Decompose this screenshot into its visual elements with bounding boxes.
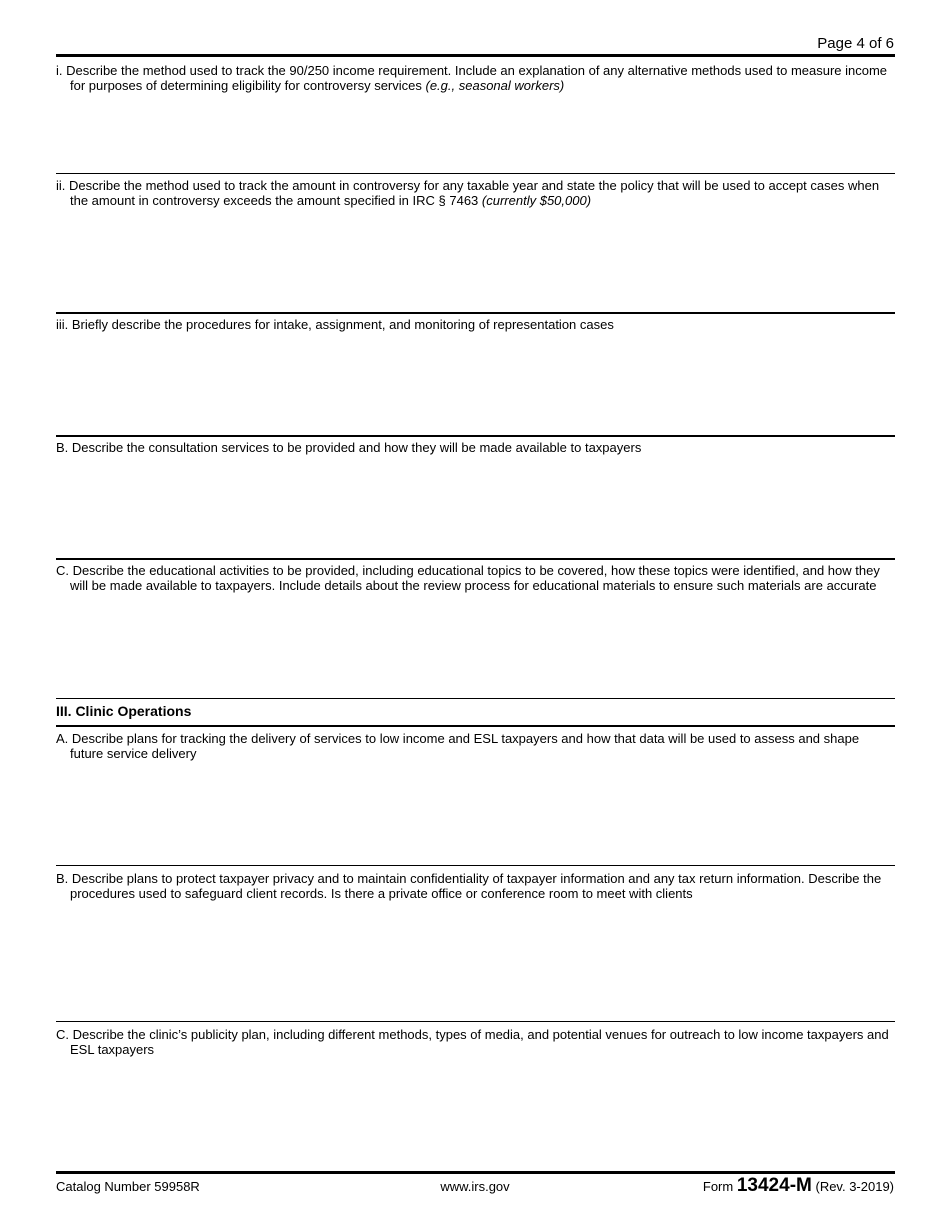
header-rule: [56, 54, 895, 57]
question-ii-example: (currently $50,000): [481, 193, 592, 208]
answer-field-c[interactable]: [56, 596, 899, 696]
divider: [56, 435, 895, 437]
question-i-example: (e.g., seasonal workers): [425, 78, 565, 93]
question-i: [56, 63, 892, 93]
question-3c: [56, 1027, 892, 1057]
form-number: 13424-M: [736, 1175, 812, 1196]
section-rule: [56, 725, 895, 727]
question-3a: [56, 731, 892, 761]
form-id: [703, 1175, 894, 1197]
question-i-text: i. Describe the method used to track the 90/250 income requirement. Include an explanation of any alternative methods used to measure income for purposes of determining eligibility for controversy services: [56, 63, 888, 93]
answer-field-i[interactable]: [56, 96, 899, 172]
question-b-text: B. Describe the consultation services to be provided and how they will be made available to taxpayers: [56, 440, 642, 455]
answer-field-iii[interactable]: [56, 335, 899, 435]
answer-field-3a[interactable]: [56, 764, 899, 864]
divider: [56, 865, 895, 866]
form-prefix: Form: [702, 1179, 734, 1194]
question-3c-text: C. Describe the clinic’s publicity plan, including different methods, types of media, and potential venues for outreach to low income taxpayers and ESL taxpayers: [56, 1027, 889, 1057]
section-title: III. Clinic Operations: [56, 703, 192, 719]
question-iii: [56, 317, 892, 332]
divider: [56, 1021, 895, 1022]
answer-field-ii[interactable]: [56, 211, 899, 311]
question-b: [56, 440, 892, 455]
answer-field-3c[interactable]: [56, 1060, 899, 1170]
website: www.irs.gov: [440, 1179, 510, 1194]
footer-rule: [56, 1171, 895, 1174]
answer-field-b[interactable]: [56, 458, 899, 558]
question-iii-text: iii. Briefly describe the procedures for intake, assignment, and monitoring of representation cases: [56, 317, 614, 332]
divider: [56, 312, 895, 314]
question-ii-text: ii. Describe the method used to track the amount in controversy for any taxable year and state the policy that will be used to accept cases when the amount in controversy exceeds the amount specified in IRC § 7463: [56, 178, 880, 208]
page-number: Page 4 of 6: [817, 35, 894, 52]
question-c-text: C. Describe the educational activities to be provided, including educational topics to be covered, how these topics were identified, and how they will be made available to taxpayers. Include details about the review process for educational materials to ensure such materials are accurate: [56, 563, 880, 593]
catalog-number: Catalog Number 59958R: [56, 1179, 200, 1194]
question-3a-text: A. Describe plans for tracking the delivery of services to low income and ESL taxpayers and how that data will be used to assess and shape future service delivery: [56, 731, 860, 761]
question-3b-text: B. Describe plans to protect taxpayer privacy and to maintain confidentiality of taxpayer information and any tax return information. Describe the procedures used to safeguard client records. Is there a private office or conference room to meet with clients: [56, 871, 882, 901]
divider: [56, 558, 895, 560]
form-revision: (Rev. 3-2019): [815, 1179, 894, 1194]
question-c: [56, 563, 892, 593]
question-3b: [56, 871, 892, 901]
question-ii: [56, 178, 892, 208]
divider: [56, 173, 895, 174]
divider: [56, 698, 895, 699]
answer-field-3b[interactable]: [56, 904, 899, 1020]
